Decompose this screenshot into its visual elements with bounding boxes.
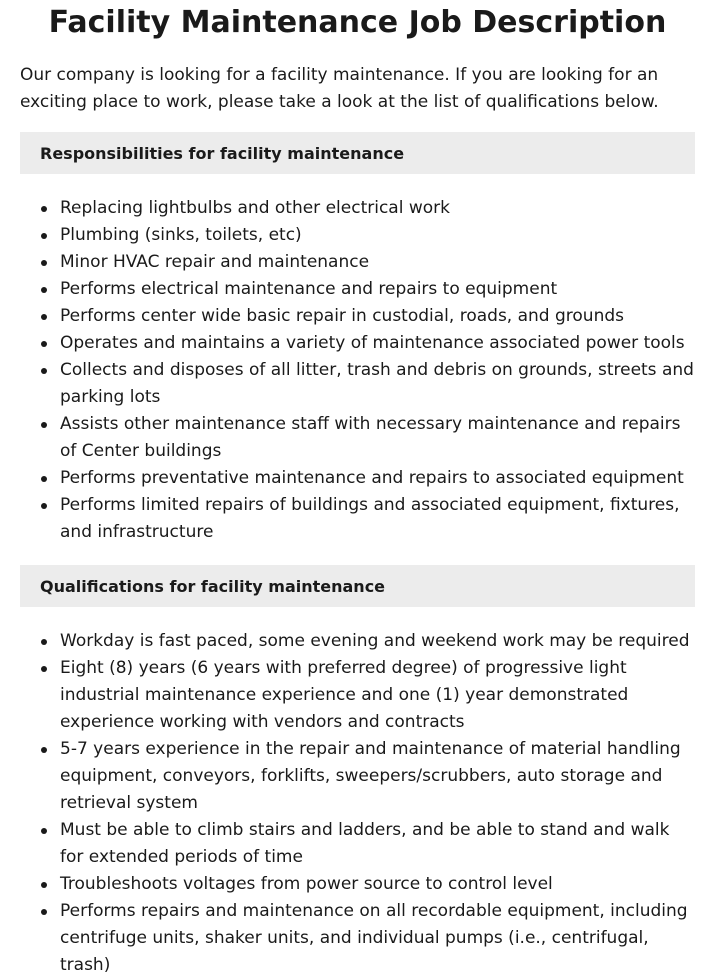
list-item: Plumbing (sinks, toilets, etc) [20,222,695,249]
list-item: 5-7 years experience in the repair and maintenance of material handling equipment, conveyors, forklifts, sweepers/scrubbers, auto storage and retrieval system [20,736,695,817]
list-item: Collects and disposes of all litter, trash and debris on grounds, streets and parking lots [20,357,695,411]
job-description-page [20,0,695,979]
list-item: Performs center wide basic repair in custodial, roads, and grounds [20,303,695,330]
intro-paragraph: Our company is looking for a facility maintenance. If you are looking for an exciting place to work, please take a look at the list of qualifications below. [20,65,659,112]
list-item: Troubleshoots voltages from power source to control level [20,871,695,898]
list-item: Eight (8) years (6 years with preferred degree) of progressive light industrial maintenance experience and one (1) year demonstrated experience working with vendors and contracts [20,655,695,736]
list-item: Must be able to climb stairs and ladders, and be able to stand and walk for extended periods of time [20,817,695,871]
list-item: Minor HVAC repair and maintenance [20,249,695,276]
qualifications-list [20,628,695,979]
list-item: Performs limited repairs of buildings and associated equipment, fixtures, and infrastructure [20,492,695,546]
list-item: Workday is fast paced, some evening and weekend work may be required [20,628,695,655]
qualifications-heading: Qualifications for facility maintenance [20,565,695,607]
responsibilities-heading: Responsibilities for facility maintenance [20,132,695,174]
list-item: Operates and maintains a variety of maintenance associated power tools [20,330,695,357]
list-item: Assists other maintenance staff with necessary maintenance and repairs of Center buildings [20,411,695,465]
list-item: Performs electrical maintenance and repairs to equipment [20,276,695,303]
list-item: Performs preventative maintenance and repairs to associated equipment [20,465,695,492]
list-item: Performs repairs and maintenance on all recordable equipment, including centrifuge units, shaker units, and individual pumps (i.e., centrifugal, trash) [20,898,695,979]
list-item: Replacing lightbulbs and other electrical work [20,195,695,222]
page-title: Facility Maintenance Job Description [48,5,667,40]
responsibilities-list [20,195,695,546]
